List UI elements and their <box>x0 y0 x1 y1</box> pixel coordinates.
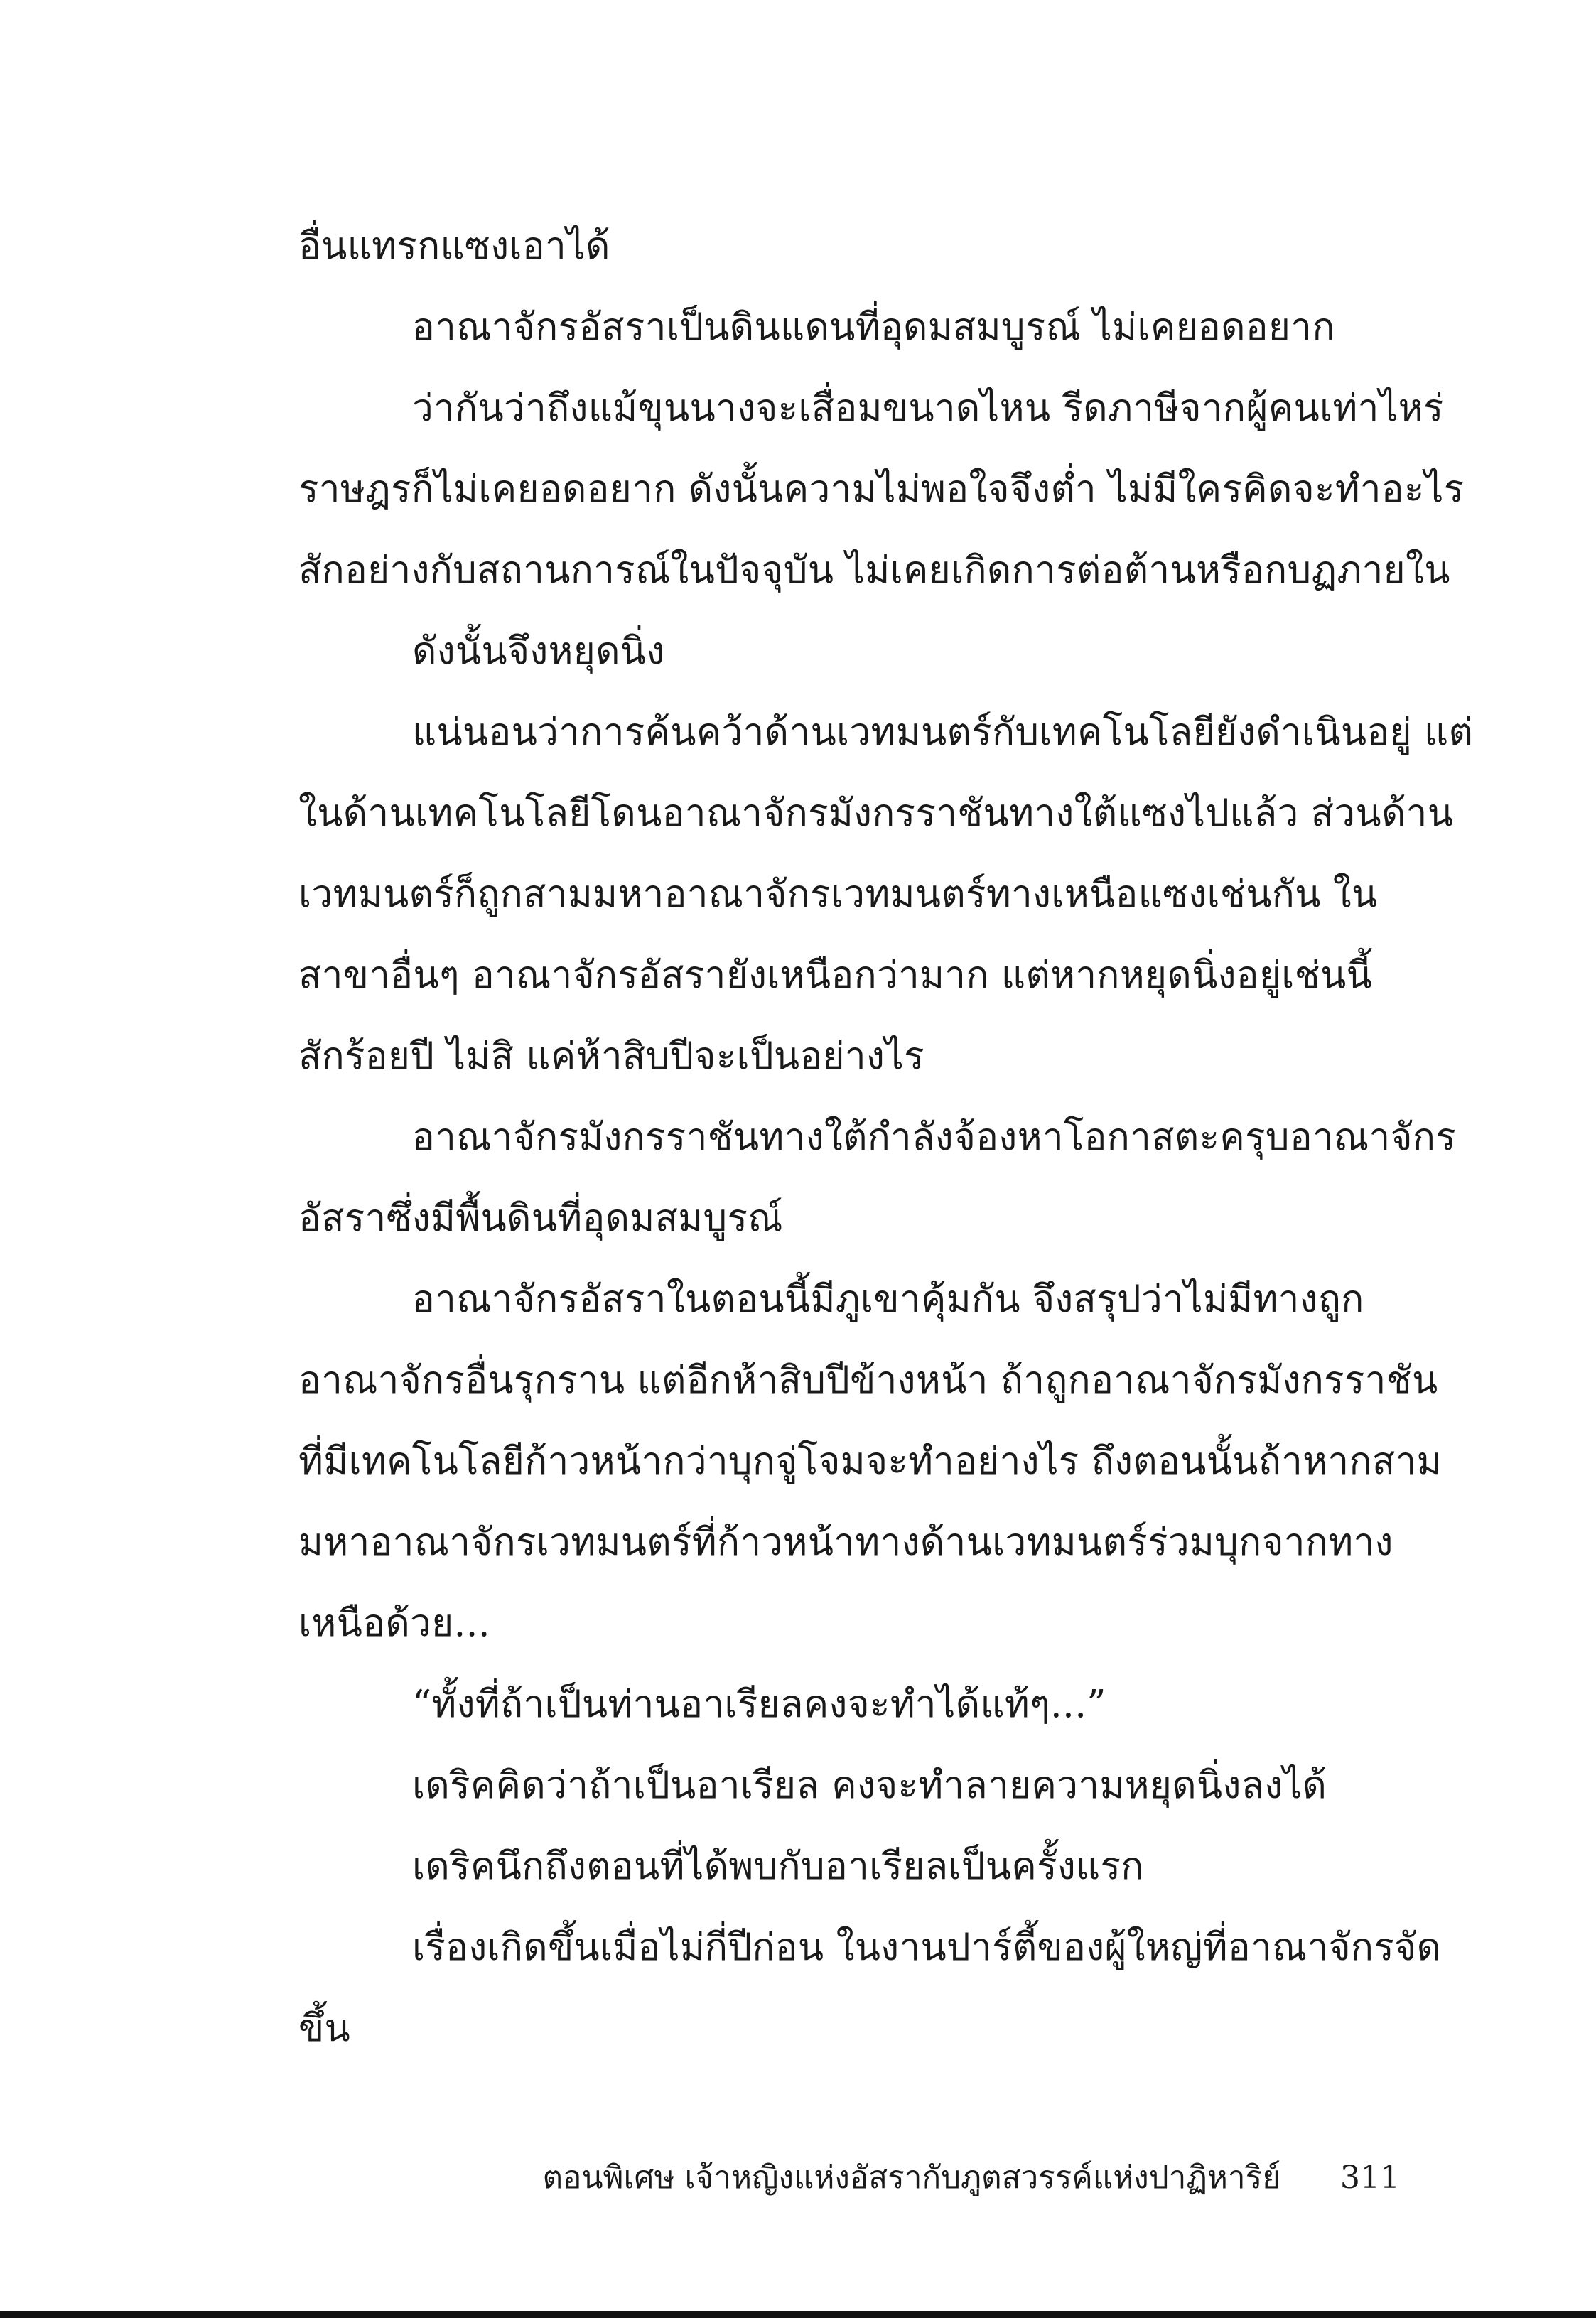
body-text <box>298 206 1474 2069</box>
text-line: ที่มีเทคโนโลยีก้าวหน้ากว่าบุกจู่โจมจะทำอย่างไร ถึงตอนนั้นถ้าหากสาม <box>298 1440 1442 1483</box>
text-line: สาขาอื่นๆ อาณาจักรอัสรายังเหนือกว่ามาก แต่หากหยุดนิ่งอยู่เช่นนี้ <box>298 954 1373 997</box>
text-line: ดังนั้นจึงหยุดนิ่ง <box>412 630 665 673</box>
text-line: สักอย่างกับสถานการณ์ในปัจจุบัน ไม่เคยเกิดการต่อต้านหรือกบฏภายใน <box>298 549 1450 592</box>
text-line: ในด้านเทคโนโลยีโดนอาณาจักรมังกรราชันทางใต้แซงไปแล้ว ส่วนด้าน <box>298 792 1454 835</box>
text-line: ว่ากันว่าถึงแม้ขุนนางจะเสื่อมขนาดไหน รีดภาษีจากผู้คนเท่าไหร่ <box>412 387 1444 430</box>
text-line: อาณาจักรอัสราในตอนนี้มีภูเขาคุ้มกัน จึงสรุปว่าไม่มีทางถูก <box>412 1278 1364 1321</box>
text-line: “ทั้งที่ถ้าเป็นท่านอาเรียลคงจะทำได้แท้ๆ...” <box>412 1683 1106 1726</box>
text-line: เรื่องเกิดขึ้นเมื่อไม่กี่ปีก่อน ในงานปาร์ตี้ของผู้ใหญ่ที่อาณาจักรจัด <box>412 1926 1442 1969</box>
page-footer <box>298 2146 1400 2210</box>
running-title: ตอนพิเศษ เจ้าหญิงแห่งอัสรากับภูตสวรรค์แห่งปาฏิหาริย์ <box>542 2160 1281 2196</box>
text-line: แน่นอนว่าการค้นคว้าด้านเวทมนตร์กับเทคโนโลยียังดำเนินอยู่ แต่ <box>412 711 1474 754</box>
text-line: มหาอาณาจักรเวทมนตร์ที่ก้าวหน้าทางด้านเวทมนตร์ร่วมบุกจากทาง <box>298 1521 1393 1564</box>
text-line: เดริคคิดว่าถ้าเป็นอาเรียล คงจะทำลายความหยุดนิ่งลงได้ <box>412 1764 1327 1807</box>
text-line: อื่นแทรกแซงเอาได้ <box>298 225 610 268</box>
text-line: สักร้อยปี ไม่สิ แค่ห้าสิบปีจะเป็นอย่างไร <box>298 1035 924 1078</box>
text-line: ราษฎรก็ไม่เคยอดอยาก ดังนั้นความไม่พอใจจึงต่ำ ไม่มีใครคิดจะทำอะไร <box>298 468 1465 511</box>
page-number: 311 <box>1340 2160 1400 2196</box>
text-line: เหนือด้วย... <box>298 1602 490 1645</box>
text-line: เวทมนตร์ก็ถูกสามมหาอาณาจักรเวทมนตร์ทางเหนือแซงเช่นกัน ใน <box>298 873 1378 916</box>
text-line: อัสราซึ่งมีพื้นดินที่อุดมสมบูรณ์ <box>298 1197 783 1240</box>
bottom-edge <box>0 2311 1596 2318</box>
text-line: อาณาจักรมังกรราชันทางใต้กำลังจ้องหาโอกาสตะครุบอาณาจักร <box>412 1116 1457 1159</box>
text-line: เดริคนึกถึงตอนที่ได้พบกับอาเรียลเป็นครั้งแรก <box>412 1845 1144 1888</box>
text-line: อาณาจักรอัสราเป็นดินแดนที่อุดมสมบูรณ์ ไม่เคยอดอยาก <box>412 306 1335 349</box>
text-line: ขึ้น <box>298 2007 351 2050</box>
text-line: อาณาจักรอื่นรุกราน แต่อีกห้าสิบปีข้างหน้า ถ้าถูกอาณาจักรมังกรราชัน <box>298 1359 1438 1402</box>
